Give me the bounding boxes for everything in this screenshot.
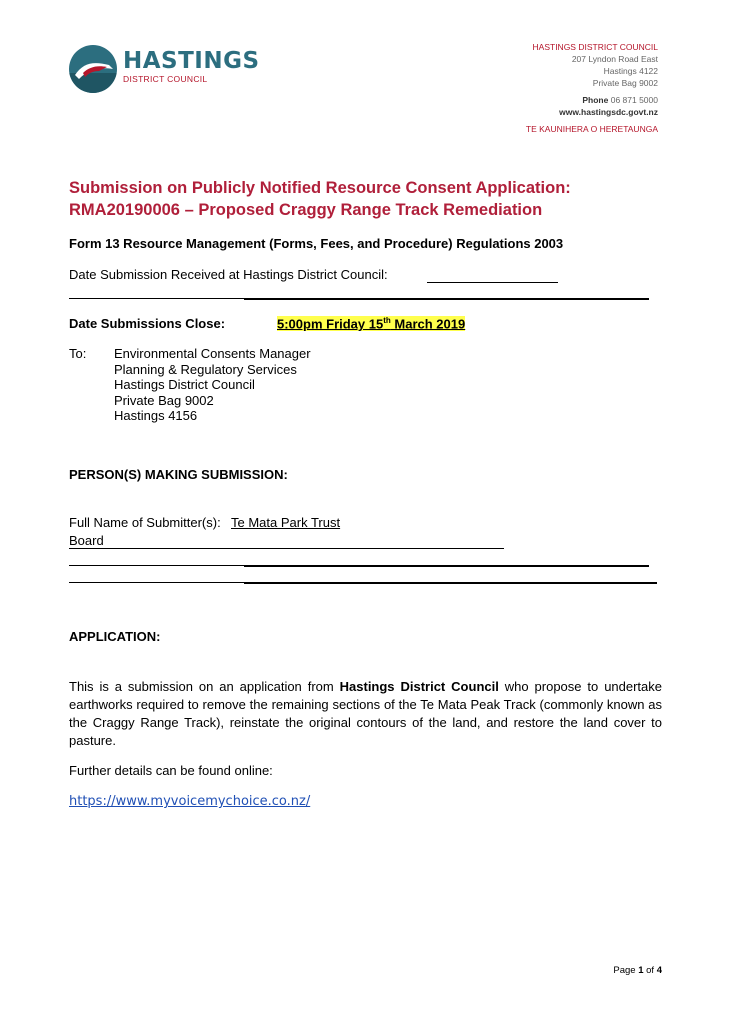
application-paragraph: This is a submission on an application from Hastings District Council who propose to undertake earthworks required to remove the remaining sections of the Te Mata Peak Track (commonly known as the Craggy Range Track), reinstate the original contours of the land, and restore the land cover to pasture. xyxy=(69,679,663,748)
address-line: Private Bag 9002 xyxy=(114,392,214,408)
council-website: www.hastingsdc.govt.nz xyxy=(559,107,658,117)
title-line: Submission on Publicly Notified Resource Consent Application: xyxy=(69,179,571,197)
logo-name: HASTINGS xyxy=(123,48,260,74)
submitter-field-line xyxy=(69,548,504,549)
logo-subtitle: DISTRICT COUNCIL xyxy=(123,74,208,84)
address-line: Private Bag 9002 xyxy=(592,78,658,88)
address-line: Hastings 4122 xyxy=(603,66,658,76)
address-title: HASTINGS DISTRICT COUNCIL xyxy=(532,42,658,52)
persons-heading: PERSON(S) MAKING SUBMISSION: xyxy=(69,467,288,482)
further-details: Further details can be found online: xyxy=(69,763,273,778)
application-heading: APPLICATION: xyxy=(69,629,161,644)
address-line: Planning & Regulatory Services xyxy=(114,361,297,377)
document-title xyxy=(69,177,669,221)
submitter-name[interactable]: Te Mata Park Trust xyxy=(231,515,341,530)
separator-line xyxy=(244,299,649,300)
date-close-value: 5:00pm Friday 15th March 2019 xyxy=(277,316,466,332)
blank-field-line xyxy=(244,583,657,584)
submitter-name-cont[interactable]: Board xyxy=(69,533,104,548)
date-received-field[interactable] xyxy=(427,282,558,283)
date-close-label: Date Submissions Close: xyxy=(69,316,226,331)
maori-name: TE KAUNIHERA O HERETAUNGA xyxy=(525,124,658,134)
to-label: To: xyxy=(69,346,87,361)
logo-icon xyxy=(69,45,117,93)
address-line: Hastings 4156 xyxy=(114,408,198,423)
submitter-label: Full Name of Submitter(s): xyxy=(69,515,221,530)
title-line: RMA20190006 – Proposed Craggy Range Track Remediation xyxy=(69,201,543,219)
address-line: Hastings District Council xyxy=(114,377,255,392)
blank-field-line xyxy=(244,566,649,567)
page-number: Page 1 of 4 xyxy=(613,965,662,976)
address-line: Environmental Consents Manager xyxy=(114,346,311,361)
date-received-label: Date Submission Received at Hastings District Council: xyxy=(69,267,388,282)
form-heading: Form 13 Resource Management (Forms, Fees, and Procedure) Regulations 2003 xyxy=(69,236,564,251)
council-address xyxy=(526,41,658,135)
address-line: 207 Lyndon Road East xyxy=(571,54,658,64)
phone-label: Phone xyxy=(582,95,609,105)
phone-number: 06 871 5000 xyxy=(610,95,658,105)
consultation-link[interactable]: https://www.myvoicemychoice.co.nz/ xyxy=(69,794,311,809)
to-address xyxy=(114,346,311,424)
